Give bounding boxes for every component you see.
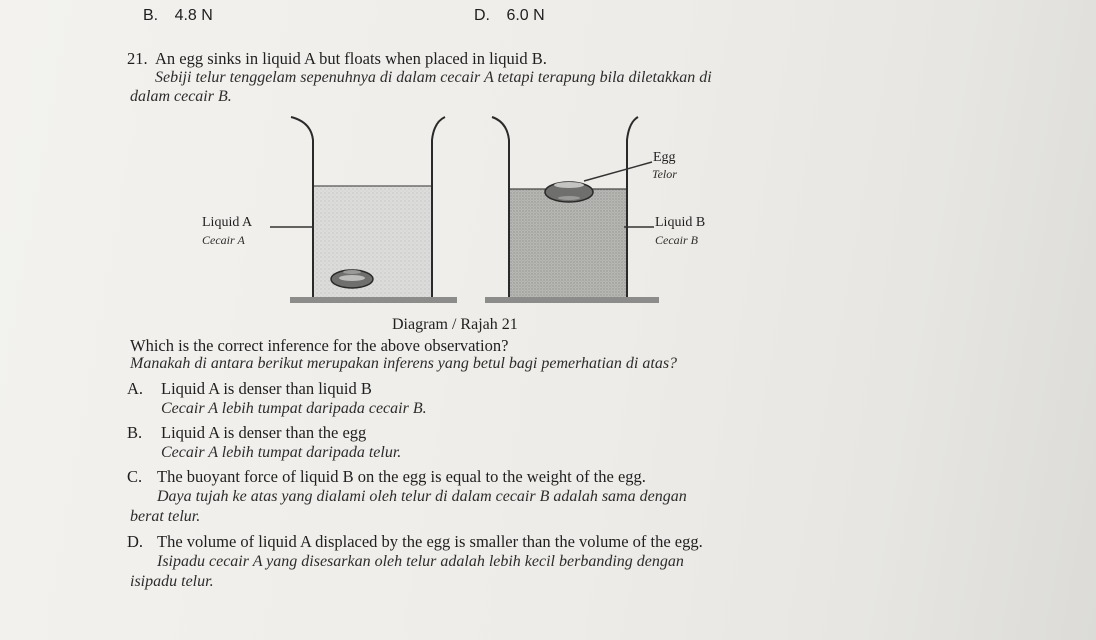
beaker-a [290,117,457,303]
prompt-en: Which is the correct inference for the above observation? [130,336,509,355]
question-stem-ms-line1: Sebiji telur tenggelam sepenuhnya di dalam cecair A tetapi terapung bila diletakkan di [155,69,712,86]
option-c-text-ms-line2: berat telur. [130,508,201,525]
liquid-b-label-ms: Cecair B [655,233,698,247]
beaker-b [485,117,659,303]
option-b-text: Liquid A is denser than the egg [161,423,367,442]
prompt-ms: Manakah di antara berikut merupakan inferens yang betul bagi pemerhatian di atas? [130,355,678,372]
liquid-a-label-ms: Cecair A [202,233,245,247]
prev-option-b-value: 4.8 N [174,7,213,24]
option-b-text-ms: Cecair A lebih tumpat daripada telur. [161,444,402,461]
prev-option-b-letter: B. [143,7,159,24]
question-stem-ms-line2: dalam cecair B. [130,88,232,105]
option-a-letter: A. [127,379,144,398]
diagram-caption: Diagram / Rajah 21 [392,316,518,333]
liquid-b-label: Liquid B [655,215,706,230]
egg-label-ms: Telor [652,167,677,181]
option-d-text-ms-line2: isipadu telur. [130,573,214,590]
liquid-b [509,189,627,298]
option-a-text: Liquid A is denser than liquid B [161,379,372,398]
question-number: 21. [127,49,148,68]
egg-pointer [584,162,652,181]
option-c-letter: C. [127,467,143,486]
option-c-text: The buoyant force of liquid B on the egg is equal to the weight of the egg. [157,467,646,486]
option-d-text-ms-line1: Isipadu cecair A yang disesarkan oleh telur adalah lebih kecil berbanding dengan [157,553,684,570]
option-b-letter: B. [127,423,143,442]
option-a-text-ms: Cecair A lebih tumpat daripada cecair B. [161,400,427,417]
stand-b [485,297,659,303]
egg-label: Egg [653,150,676,165]
option-d-letter: D. [127,532,144,551]
option-c-text-ms-line1: Daya tujah ke atas yang dialami oleh telur di dalam cecair B adalah sama dengan [157,488,687,505]
question-stem-en: An egg sinks in liquid A but floats when placed in liquid B. [155,49,547,68]
prev-option-d-letter: D. [474,7,490,24]
prev-option-d-value: 6.0 N [506,7,545,24]
stand-a [290,297,457,303]
liquid-a-label: Liquid A [202,215,253,230]
option-d-text: The volume of liquid A displaced by the egg is smaller than the volume of the egg. [157,532,703,551]
